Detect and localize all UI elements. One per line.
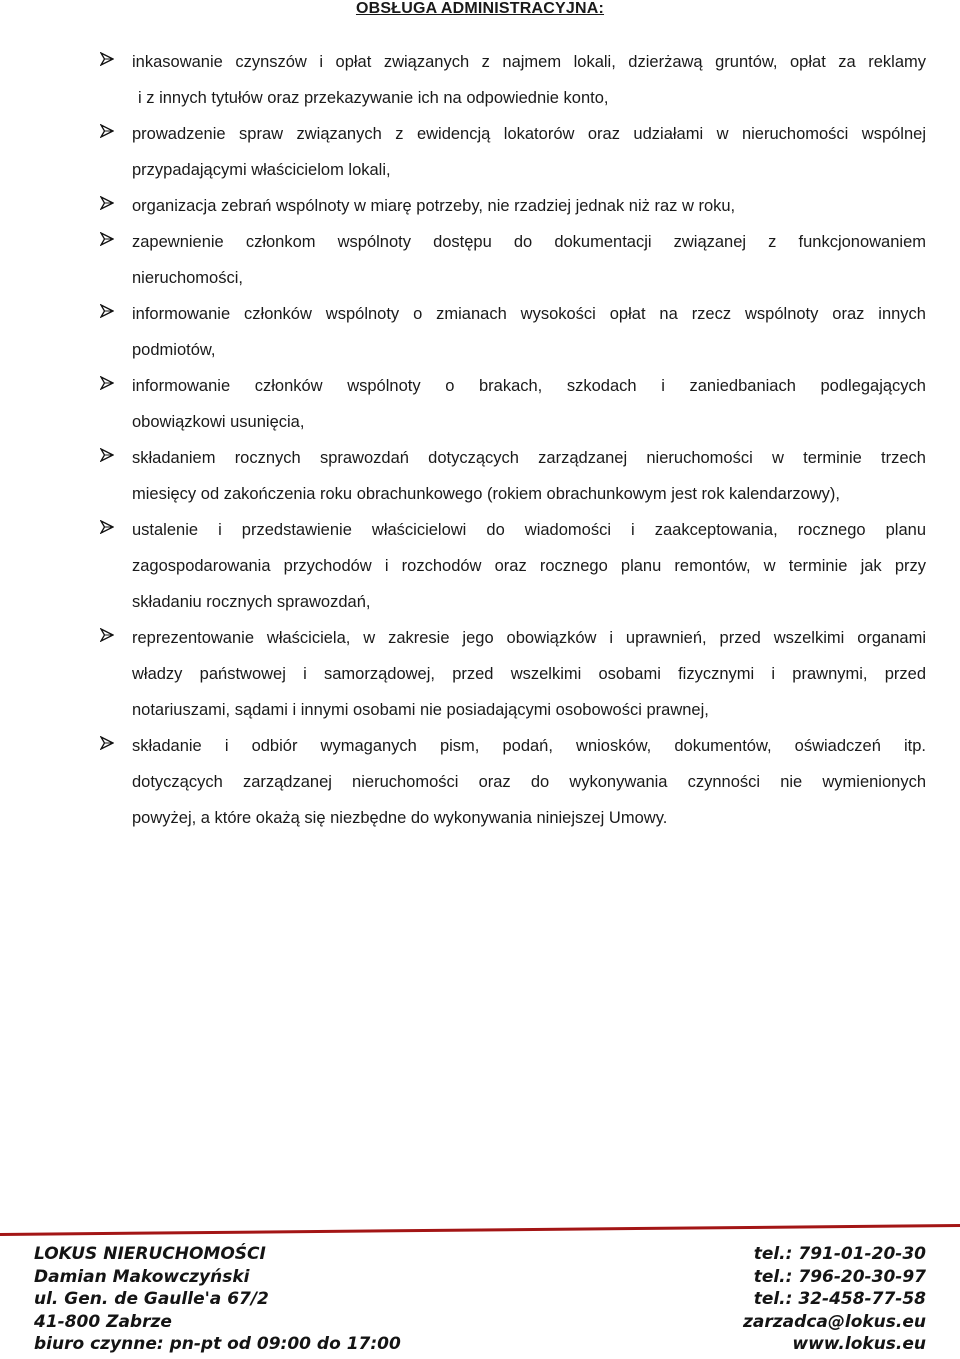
arrow-bullet-icon (100, 448, 114, 462)
list-item (0, 620, 960, 728)
email-link[interactable]: zarzadca@lokus.eu (743, 1311, 926, 1332)
item-text-line: notariuszami, sądami i innymi osobami nie posiadającymi osobowości prawnej, (132, 701, 709, 719)
item-text-line: powyżej, a które okażą się niezbędne do wykonywania niniejszej Umowy. (132, 809, 668, 827)
item-text-line: reprezentowanie właściciela, w zakresie jego obowiązków i uprawnień, przed wszelkimi organami (132, 629, 926, 647)
item-text-line: informowanie członków wspólnoty o zmianach wysokości opłat na rzecz wspólnoty oraz innych (132, 305, 926, 323)
list-item (0, 188, 960, 224)
item-text-line: organizacja zebrań wspólnoty w miarę potrzeby, nie rzadziej jednak niż raz w roku, (132, 197, 736, 215)
footer-row (34, 1288, 926, 1311)
item-text-line: władzy państwowej i samorządowej, przed wszelkimi osobami fizycznymi i prawnymi, przed (132, 665, 926, 683)
footer-row (34, 1333, 926, 1356)
item-text-line: dotyczących zarządzanej nieruchomości oraz do wykonywania czynności nie wymienionych (132, 773, 926, 791)
footer (34, 1243, 926, 1356)
arrow-bullet-icon (100, 232, 114, 246)
item-text-line: nieruchomości, (132, 269, 243, 287)
phone-1[interactable]: tel.: 791-01-20-30 (753, 1244, 926, 1264)
list-item (0, 728, 960, 836)
list-item (0, 116, 960, 188)
arrow-bullet-icon (100, 124, 114, 138)
arrow-bullet-icon (100, 520, 114, 534)
city-address: 41-800 Zabrze (34, 1311, 172, 1332)
duties-list (0, 44, 960, 836)
footer-row (34, 1311, 926, 1334)
item-text-line: obowiązkowi usunięcia, (132, 413, 305, 431)
item-text-line: informowanie członków wspólnoty o brakach, szkodach i zaniedbaniach podlegających (132, 377, 926, 395)
list-item (0, 440, 960, 512)
arrow-bullet-icon (100, 304, 114, 318)
list-item (0, 44, 960, 116)
item-text-line: składaniem rocznych sprawozdań dotyczących zarządzanej nieruchomości w terminie trzech (132, 449, 926, 467)
street-address: ul. Gen. de Gaulle'a 67/2 (34, 1289, 269, 1310)
list-item (0, 512, 960, 620)
section-heading: OBSŁUGA ADMINISTRACYJNA: (355, 0, 605, 17)
item-text-line: prowadzenie spraw związanych z ewidencją lokatorów oraz udziałami w nieruchomości wspólnej (132, 125, 926, 143)
manager-name: Damian Makowczyński (34, 1266, 250, 1287)
arrow-bullet-icon (100, 628, 114, 642)
phone-3[interactable]: tel.: 32-458-77-58 (753, 1289, 926, 1310)
footer-row (34, 1266, 926, 1289)
company-name: LOKUS NIERUCHOMOŚCI (34, 1244, 266, 1264)
list-item (0, 368, 960, 440)
arrow-bullet-icon (100, 52, 114, 66)
arrow-bullet-icon (100, 736, 114, 750)
footer-row (34, 1243, 926, 1266)
phone-2[interactable]: tel.: 796-20-30-97 (753, 1266, 926, 1287)
item-text-line: i z innych tytułów oraz przekazywanie ich na odpowiednie konto, (138, 89, 609, 107)
office-hours: biuro czynne: pn-pt od 09:00 do 17:00 (34, 1334, 401, 1355)
item-text-line: zapewnienie członkom wspólnoty dostępu do dokumentacji związanej z funkcjonowaniem (132, 233, 926, 251)
item-text-line: ustalenie i przedstawienie właścicielowi do wiadomości i zaakceptowania, rocznego planu (132, 521, 926, 539)
item-text-line: inkasowanie czynszów i opłat związanych z najmem lokali, dzierżawą gruntów, opłat za reklamy (132, 53, 926, 71)
item-text-line: podmiotów, (132, 341, 216, 359)
arrow-bullet-icon (100, 196, 114, 210)
list-item (0, 296, 960, 368)
item-text-line: miesięcy od zakończenia roku obrachunkowego (rokiem obrachunkowym jest rok kalendarzowy), (132, 485, 840, 503)
arrow-bullet-icon (100, 376, 114, 390)
item-text-line: zagospodarowania przychodów i rozchodów oraz rocznego planu remontów, w terminie jak przy (132, 557, 926, 575)
website-link[interactable]: www.lokus.eu (792, 1334, 926, 1355)
item-text-line: składaniu rocznych sprawozdań, (132, 593, 371, 611)
footer-divider (0, 1222, 960, 1236)
list-item (0, 224, 960, 296)
item-text-line: składanie i odbiór wymaganych pism, podań, wniosków, dokumentów, oświadczeń itp. (132, 737, 926, 755)
item-text-line: przypadającymi właścicielom lokali, (132, 161, 391, 179)
